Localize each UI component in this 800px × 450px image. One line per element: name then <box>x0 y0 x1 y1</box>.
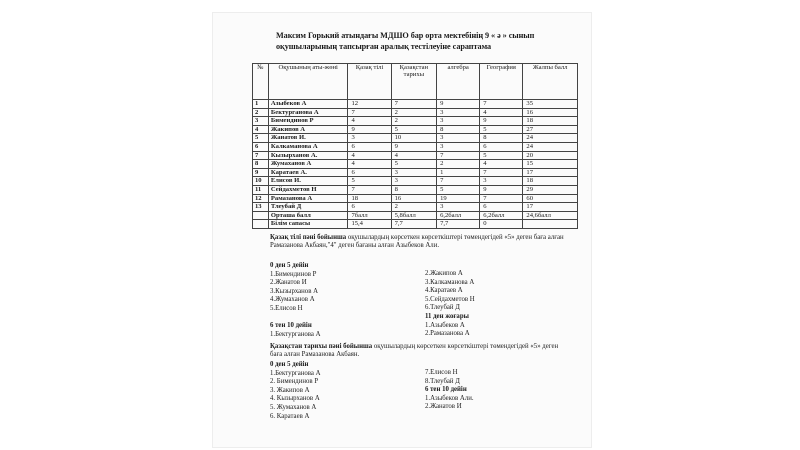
average-row <box>253 211 578 220</box>
table-cell: 19 <box>437 194 480 203</box>
table-cell: 6 <box>348 142 391 151</box>
list-item: 6.Тлеубай Д <box>425 304 460 312</box>
table-cell: 3 <box>437 134 480 143</box>
table-cell: 13 <box>253 203 269 212</box>
table-row <box>253 108 578 117</box>
document-title: Максим Горький атындағы МДШО бар орта мектебінің 9 « ә » сынып оқушыларының тапсырған аралық тестілеуіне сараптама <box>276 31 535 51</box>
table-cell: 7 <box>253 151 269 160</box>
section1-left-heading: 0 ден 5 дейін <box>270 262 309 269</box>
table-cell: Азыбеков А <box>268 100 348 109</box>
table-cell: 9 <box>391 142 436 151</box>
list-item: 4. Кызырханов А <box>270 395 320 403</box>
table-cell: 6 <box>480 203 523 212</box>
list-item: 2. Бимендинов Р <box>270 378 319 386</box>
table-cell: 6,2балл <box>437 211 480 220</box>
section1-left2-heading: 6 тен 10 дейін <box>270 322 312 329</box>
table-row <box>253 100 578 109</box>
table-cell: 8 <box>480 134 523 143</box>
section1-right-list <box>425 270 475 313</box>
table-cell: 7 <box>480 100 523 109</box>
list-item: 7.Елисов Н <box>425 369 458 376</box>
table-cell: 2 <box>437 160 480 169</box>
table-cell: Кызырханов А. <box>268 151 348 160</box>
list-item: 3. Жакипов А <box>270 386 310 394</box>
table-row <box>253 151 578 160</box>
table-cell: 5 <box>480 151 523 160</box>
table-cell: 7 <box>437 177 480 186</box>
col-header-student: Оқушының аты-жөні <box>268 64 348 100</box>
table-cell: Каратаев А. <box>268 168 348 177</box>
table-cell: Жанатов И. <box>268 134 348 143</box>
table-cell: 7балл <box>348 211 391 220</box>
table-cell: 3 <box>437 142 480 151</box>
table-cell: 6 <box>348 168 391 177</box>
table-cell: 35 <box>523 100 578 109</box>
table-cell: Елисов И. <box>268 177 348 186</box>
table-cell: 9 <box>437 100 480 109</box>
section1-right2-heading: 11 ден жоғары <box>425 313 469 320</box>
table-cell: 8 <box>437 125 480 134</box>
table-cell: 7 <box>437 151 480 160</box>
table-cell: 4 <box>480 108 523 117</box>
table-cell: 3 <box>437 108 480 117</box>
table-cell: 8 <box>253 160 269 169</box>
table-cell: 6 <box>480 142 523 151</box>
col-header-algebra: алгебра <box>437 64 480 100</box>
table-cell: 3 <box>253 117 269 126</box>
table-cell: 9 <box>348 125 391 134</box>
table-row <box>253 168 578 177</box>
table-cell: 24,6балл <box>523 211 578 220</box>
table-cell: 5 <box>437 185 480 194</box>
table-row <box>253 160 578 169</box>
results-table <box>252 63 578 229</box>
table-cell: 5 <box>480 125 523 134</box>
list-item: 1.Бектурганова А <box>270 369 321 377</box>
table-cell: 3 <box>391 177 436 186</box>
table-cell: 3 <box>437 203 480 212</box>
table-header-row <box>253 64 578 100</box>
table-cell: Бимендинов Р <box>268 117 348 126</box>
list-item: 6. Каратаев А <box>270 412 310 420</box>
table-cell: 1 <box>437 168 480 177</box>
table-cell: 9 <box>253 168 269 177</box>
table-cell <box>523 220 578 229</box>
kazakh-language-summary <box>270 234 570 251</box>
table-cell: 4 <box>253 125 269 134</box>
table-cell: 4 <box>348 160 391 169</box>
table-cell: Тлеубай Д <box>268 203 348 212</box>
section1-subject: Қазақ тілі пәні бойынша <box>270 234 347 241</box>
col-header-geography: География <box>480 64 523 100</box>
table-cell: 7 <box>391 100 436 109</box>
table-cell: 9 <box>480 117 523 126</box>
table-cell: 2 <box>391 117 436 126</box>
table-cell: 4 <box>391 151 436 160</box>
table-cell: Орташа балл <box>268 211 348 220</box>
table-cell: 6 <box>253 142 269 151</box>
col-header-kazakh-language: Қазақ тілі <box>348 64 391 100</box>
table-cell: Жакипов А <box>268 125 348 134</box>
table-cell: 7,7 <box>437 220 480 229</box>
kazakhstan-history-summary <box>270 343 570 360</box>
table-cell: 27 <box>523 125 578 134</box>
col-header-number: № <box>253 64 269 100</box>
table-cell: 3 <box>437 117 480 126</box>
list-item: 4.Жумаханов А <box>270 296 315 304</box>
section2-left-heading: 0 ден 5 дейін <box>270 361 309 368</box>
table-cell: Калкаманова А <box>268 142 348 151</box>
col-header-total: Жалпы балл <box>523 64 578 100</box>
table-row <box>253 177 578 186</box>
table-cell: 4 <box>348 151 391 160</box>
list-item: 1.Азыбеков А <box>425 321 465 329</box>
table-cell: 5 <box>253 134 269 143</box>
table-cell: 0 <box>480 220 523 229</box>
table-cell: 2 <box>391 203 436 212</box>
table-cell: Рамазанова А <box>268 194 348 203</box>
list-item: 1.Бимендинов Р <box>270 270 317 278</box>
table-cell: 3 <box>480 177 523 186</box>
table-cell: 18 <box>523 117 578 126</box>
table-cell: 5,8балл <box>391 211 436 220</box>
table-cell: 4 <box>348 117 391 126</box>
section2-text: оқушылардың көрсеткен көрсеткіштері төмендегідей «5» деген баға алған Рамазанова Акбаян. <box>270 343 559 359</box>
table-cell: Білім сапасы <box>268 220 348 229</box>
table-cell: 15,4 <box>348 220 391 229</box>
table-cell: 24 <box>523 142 578 151</box>
table-cell: 7 <box>348 108 391 117</box>
table-row <box>253 142 578 151</box>
list-item: 5.Сейдахметов Н <box>425 295 475 303</box>
table-cell: 29 <box>523 185 578 194</box>
section2-subject: Қазақстан тарихы пәні бойынша <box>270 343 373 350</box>
list-item: 1.Бектурганова А <box>270 330 321 338</box>
table-cell: 60 <box>523 194 578 203</box>
table-cell: 17 <box>523 168 578 177</box>
table-row <box>253 203 578 212</box>
table-cell <box>253 211 269 220</box>
section1-left2-list <box>270 322 321 339</box>
table-row <box>253 194 578 203</box>
list-item: 3.Калкаманова А <box>425 278 475 286</box>
section2-left-list <box>270 361 321 421</box>
section2-right2-heading: 6 тен 10 дейін <box>425 386 467 394</box>
table-cell: Жумаханов А <box>268 160 348 169</box>
list-item: 5. Жумаханов А <box>270 403 317 411</box>
list-item: 5.Елисов Н <box>270 304 303 312</box>
table-cell: 16 <box>391 194 436 203</box>
table-row <box>253 125 578 134</box>
table-cell: 12 <box>253 194 269 203</box>
list-item: 2.Жакипов А <box>425 270 463 277</box>
table-cell: 12 <box>348 100 391 109</box>
table-cell: 3 <box>391 168 436 177</box>
quality-row <box>253 220 578 229</box>
list-item: 4.Каратаев А <box>425 287 463 295</box>
table-cell: 5 <box>391 160 436 169</box>
list-item: 2.Рамазанова А <box>425 330 470 338</box>
table-cell: 18 <box>523 177 578 186</box>
section2-right-list <box>425 369 474 412</box>
table-cell: 7 <box>480 194 523 203</box>
list-item: 3.Кызырханов А <box>270 287 319 295</box>
table-cell: 17 <box>523 203 578 212</box>
table-cell: 6 <box>348 203 391 212</box>
table-cell: 7,7 <box>391 220 436 229</box>
table-cell: Сейдахметов Н <box>268 185 348 194</box>
table-cell: 10 <box>391 134 436 143</box>
table-cell: 2 <box>391 108 436 117</box>
table-cell: 7 <box>480 168 523 177</box>
table-row <box>253 117 578 126</box>
table-cell: 5 <box>391 125 436 134</box>
section1-text: оқушылардың көрсеткен көрсеткіштері төмендегідей «5» деген баға алған Рамазанова Акбаян,"4" деген бағаны алған Азыбеков Али. <box>270 234 564 250</box>
table-cell: 16 <box>523 108 578 117</box>
table-cell: 1 <box>253 100 269 109</box>
col-header-kazakhstan-history: Қазақстан тарихы <box>391 64 436 100</box>
table-cell: 9 <box>480 185 523 194</box>
table-cell: 8 <box>391 185 436 194</box>
table-cell: 3 <box>348 134 391 143</box>
table-cell: 6,2балл <box>480 211 523 220</box>
table-cell: 15 <box>523 160 578 169</box>
table-cell: 2 <box>253 108 269 117</box>
table-cell: 7 <box>348 185 391 194</box>
list-item: 8.Тлеубай Д <box>425 377 460 385</box>
table-cell <box>253 220 269 229</box>
table-cell: 4 <box>480 160 523 169</box>
table-row <box>253 185 578 194</box>
table-row <box>253 134 578 143</box>
table-cell: 10 <box>253 177 269 186</box>
table-cell: 24 <box>523 134 578 143</box>
table-cell: 20 <box>523 151 578 160</box>
list-item: 2.Жанатов И <box>425 403 462 411</box>
table-cell: Бектурганова А <box>268 108 348 117</box>
section1-left-list <box>270 262 318 314</box>
table-cell: 11 <box>253 185 269 194</box>
list-item: 2.Жанатов И <box>270 279 307 287</box>
table-cell: 18 <box>348 194 391 203</box>
list-item: 1.Азыбеков Али. <box>425 394 474 402</box>
section1-right2-list <box>425 313 470 339</box>
table-cell: 5 <box>348 177 391 186</box>
document-page <box>212 12 592 448</box>
